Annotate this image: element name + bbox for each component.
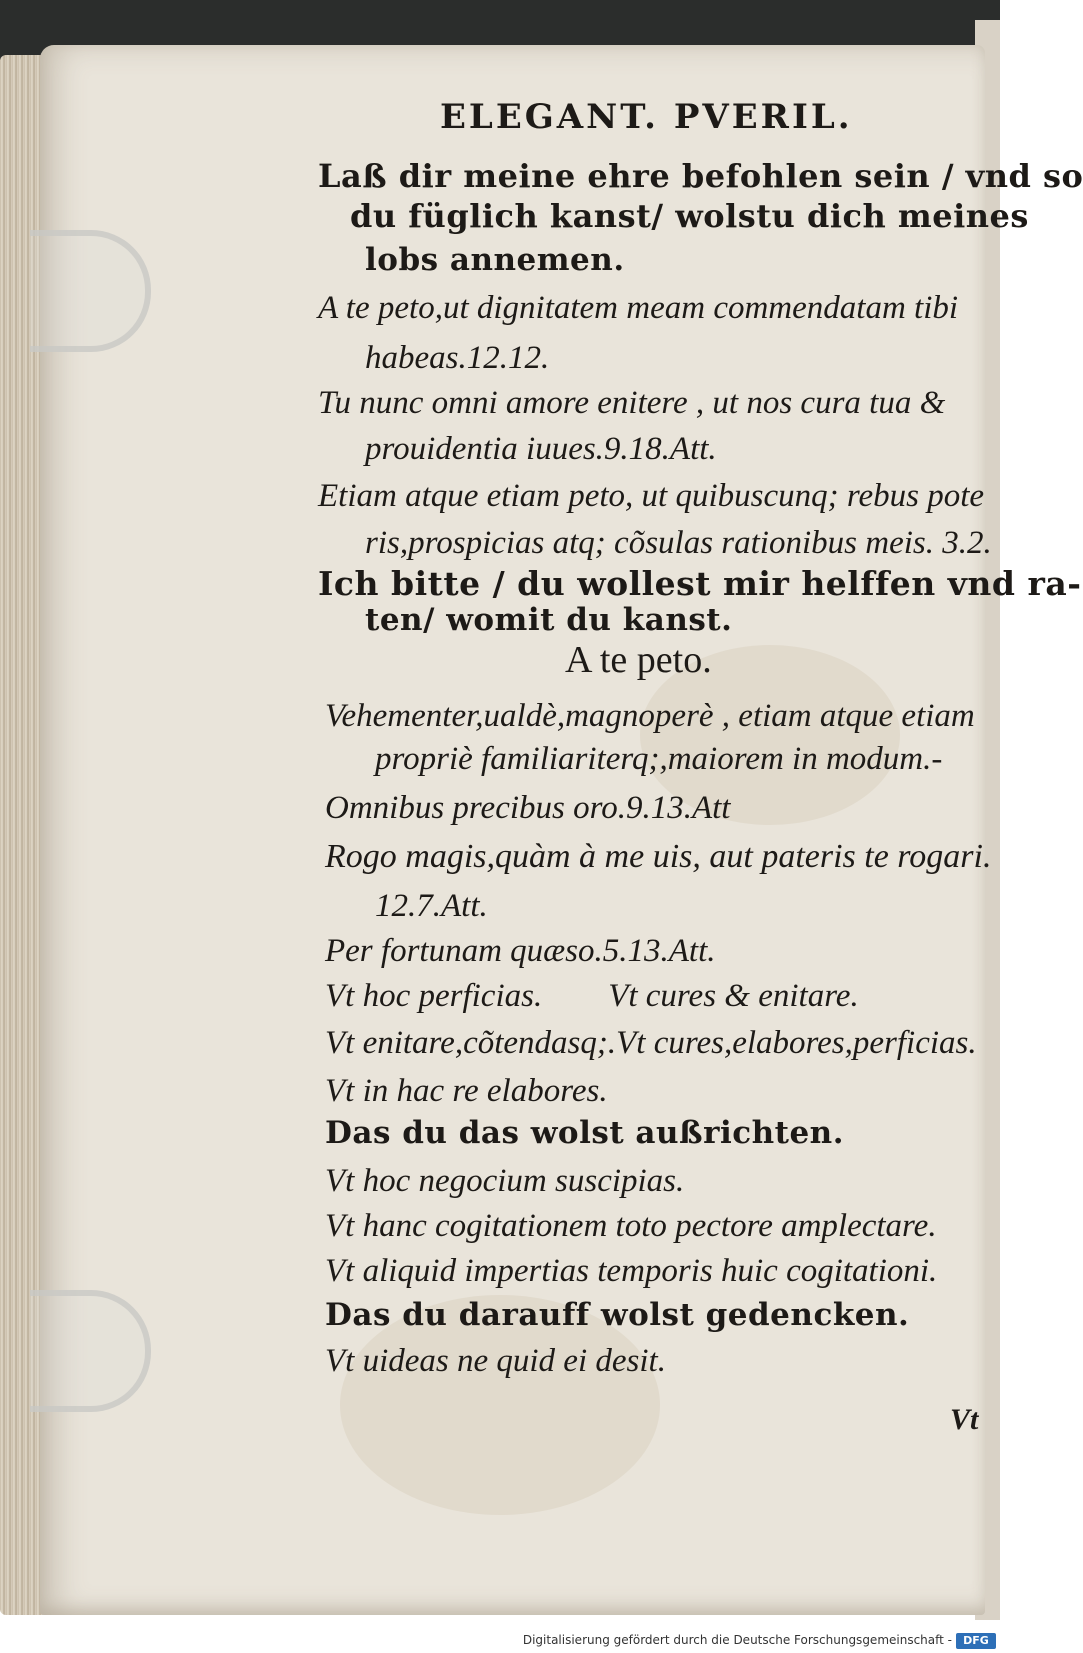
dfg-logo: DFG <box>956 1633 996 1649</box>
text-line-latin: Rogo magis,quàm à me uis, aut pateris te rogari. <box>325 838 992 875</box>
catchword: Vt <box>950 1403 979 1436</box>
text-line-latin: Tu nunc omni amore enitere , ut nos cura tua & <box>318 385 946 421</box>
text-line-german: lobs annemen. <box>365 242 625 278</box>
text-line-german: ten/ womit du kanst. <box>365 602 733 638</box>
page-holder-clip <box>30 1290 151 1412</box>
text-line-latin: Vt hanc cogitationem toto pectore amplectare. <box>325 1208 937 1244</box>
text-line-latin: 12.7.Att. <box>375 888 488 924</box>
funding-credit: Digitalisierung gefördert durch die Deutsche Forschungsgemeinschaft - <box>522 1633 952 1647</box>
section-heading: A te peto. <box>565 639 712 681</box>
text-line-latin: Vt hoc perficias. Vt cures & enitare. <box>325 978 859 1014</box>
text-line-latin: Vt hoc negocium suscipias. <box>325 1163 685 1199</box>
text-line-latin: A te peto,ut dignitatem meam commendatam tibi <box>318 290 959 326</box>
text-line-german: Das du das wolst außrichten. <box>325 1115 845 1151</box>
page-holder-clip <box>30 230 151 352</box>
text-line-latin: ris,prospicias atq; cõsulas rationibus meis. 3.2. <box>365 525 992 561</box>
text-line-latin: Vt enitare,cõtendasq;.Vt cures,elabores,perficias. <box>325 1025 977 1061</box>
text-line-latin: Omnibus precibus oro.9.13.Att <box>325 790 731 826</box>
text-line-latin: Etiam atque etiam peto, ut quibuscunq; rebus pote <box>318 478 985 514</box>
text-line-latin: Vehementer,ualdè,magnoperè , etiam atque etiam <box>325 698 975 734</box>
footer-bar <box>0 1629 1000 1653</box>
text-line-latin: Vt in hac re elabores. <box>325 1073 608 1109</box>
text-line-latin: Vt aliquid impertias temporis huic cogitationi. <box>325 1253 938 1289</box>
text-line-latin: habeas.12.12. <box>365 340 550 376</box>
text-line-latin: Vt uideas ne quid ei desit. <box>325 1343 666 1379</box>
text-line-german: Ich bitte / du wollest mir helffen vnd ra- <box>318 564 1082 603</box>
running-title: ELEGANT. PVERIL. <box>440 97 853 137</box>
text-line-german: du füglich kanst/ wolstu dich meines <box>350 197 1029 235</box>
text-line-german: Das du darauff wolst gedencken. <box>325 1297 910 1333</box>
text-line-latin: propriè familiariterq;,maiorem in modum.- <box>375 741 943 777</box>
book-page <box>40 45 985 1615</box>
text-line-latin: Per fortunam quæso.5.13.Att. <box>325 933 716 969</box>
text-line-german: Laß dir meine ehre befohlen sein / vnd so <box>318 157 1083 195</box>
text-line-latin: prouidentia iuues.9.18.Att. <box>365 431 717 467</box>
